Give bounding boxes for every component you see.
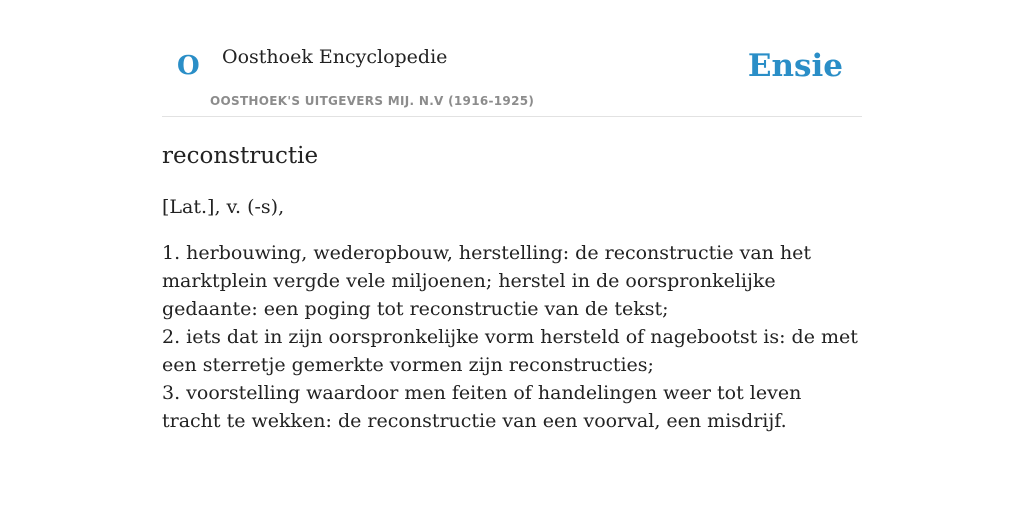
definition-item: 2. iets dat in zijn oorspronkelijke vorm hersteld of nagebootst is: de met een sterretje gemerkte vormen zijn reconstructies; bbox=[162, 326, 858, 377]
site-header bbox=[162, 0, 862, 117]
entry-content bbox=[162, 143, 862, 435]
definition-item: 3. voorstelling waardoor men feiten of handelingen weer tot leven tracht te wekken: de reconstructie van een voorval, een misdrijf. bbox=[162, 382, 802, 433]
entry-headword: reconstructie bbox=[162, 143, 319, 169]
page-container bbox=[162, 0, 862, 435]
publisher-subtitle: OOSTHOEK'S UITGEVERS MIJ. N.V (1916-1925) bbox=[210, 94, 535, 108]
definition-list bbox=[162, 239, 862, 435]
entry-grammar: [Lat.], v. (-s), bbox=[162, 195, 285, 218]
encyclopedia-title[interactable]: Oosthoek Encyclopedie bbox=[222, 46, 448, 68]
definition-item: 1. herbouwing, wederopbouw, herstelling: de reconstructie van het marktplein vergde vele miljoenen; herstel in de oorspronkelijke gedaante: een poging tot reconstructie van de tekst; bbox=[162, 242, 812, 321]
ensie-home-link[interactable]: Ensie bbox=[747, 48, 843, 84]
encyclopedia-logo[interactable]: O bbox=[177, 51, 200, 81]
